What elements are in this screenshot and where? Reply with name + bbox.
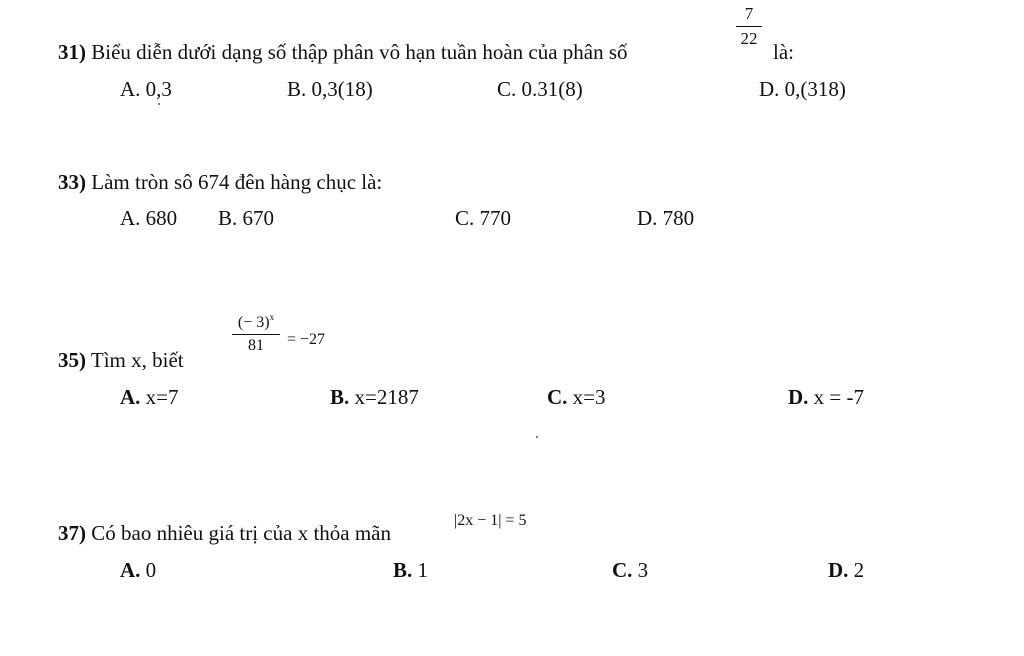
option-label: D. [759,77,780,101]
option-c[interactable] [497,77,583,102]
scan-speck [158,103,160,105]
option-value: 770 [479,206,512,230]
option-label: C. [547,385,568,409]
option-value: 3 [637,558,649,582]
option-label: D. [828,558,849,582]
option-c[interactable] [455,206,511,231]
option-value: x = -7 [813,385,865,409]
option-value: x=7 [145,385,179,409]
equation-numerator: (− 3) [237,314,270,331]
option-label: A. [120,77,141,101]
fraction-bar [736,26,762,27]
equation-rhs: = −27 [287,331,326,348]
option-b[interactable] [393,558,428,583]
equation-denominator: 81 [248,337,264,354]
question-number: 33) [58,170,86,194]
question-number: 37) [58,521,86,545]
question-text: Biểu diễn dưới dạng số thập phân vô hạn tuần hoàn của phân số [91,40,628,64]
question-35 [58,348,184,373]
option-value: x=3 [572,385,606,409]
option-value: 2 [853,558,865,582]
option-b[interactable] [287,77,373,102]
question-31 [58,40,628,65]
option-b[interactable] [218,206,274,231]
question-number: 31) [58,40,86,64]
option-label: A. [120,385,141,409]
option-a[interactable] [120,558,156,583]
option-c[interactable] [612,558,648,583]
option-label: C. [497,77,517,101]
option-label: B. [218,206,238,230]
fraction-bar [232,334,280,335]
option-value: 1 [417,558,429,582]
option-label: A. [120,558,141,582]
option-label: C. [455,206,475,230]
option-value: x=2187 [354,385,419,409]
option-d[interactable] [828,558,864,583]
option-a[interactable] [120,385,179,410]
option-value: 0,(318) [784,77,846,101]
option-d[interactable] [759,77,846,102]
equation-absolute: |2x − 1| = 5 [454,512,527,529]
fraction-denominator: 22 [740,29,758,48]
option-value: 0.31(8) [521,77,583,101]
option-c[interactable] [547,385,606,410]
fraction-numerator: 7 [744,4,754,23]
question-suffix: là: [773,40,794,64]
option-label: B. [393,558,413,582]
option-value: 780 [662,206,695,230]
question-37 [58,521,391,546]
option-d[interactable] [788,385,864,410]
question-text: Có bao nhiêu giá trị của x thỏa mãn [91,521,392,545]
question-text: Tìm x, biết [90,348,184,372]
option-value: 0,3(18) [311,77,373,101]
option-a[interactable] [120,77,172,102]
option-label: C. [612,558,633,582]
option-label: D. [788,385,809,409]
option-value: 0 [145,558,157,582]
option-value: 670 [242,206,275,230]
option-value: 0,3 [145,77,172,101]
fraction-7-22 [736,4,762,49]
scan-speck [536,436,538,438]
option-value: 680 [145,206,178,230]
option-d[interactable] [637,206,694,231]
equation-exponent: x [269,312,275,322]
question-number: 35) [58,348,86,372]
option-b[interactable] [330,385,419,410]
question-text: Làm tròn sô 674 đên hàng chục là: [91,170,383,194]
option-label: A. [120,206,141,230]
option-label: B. [330,385,350,409]
equation-fraction [232,314,280,355]
option-label: B. [287,77,307,101]
option-a[interactable] [120,206,177,231]
question-33 [58,170,382,195]
option-label: D. [637,206,658,230]
